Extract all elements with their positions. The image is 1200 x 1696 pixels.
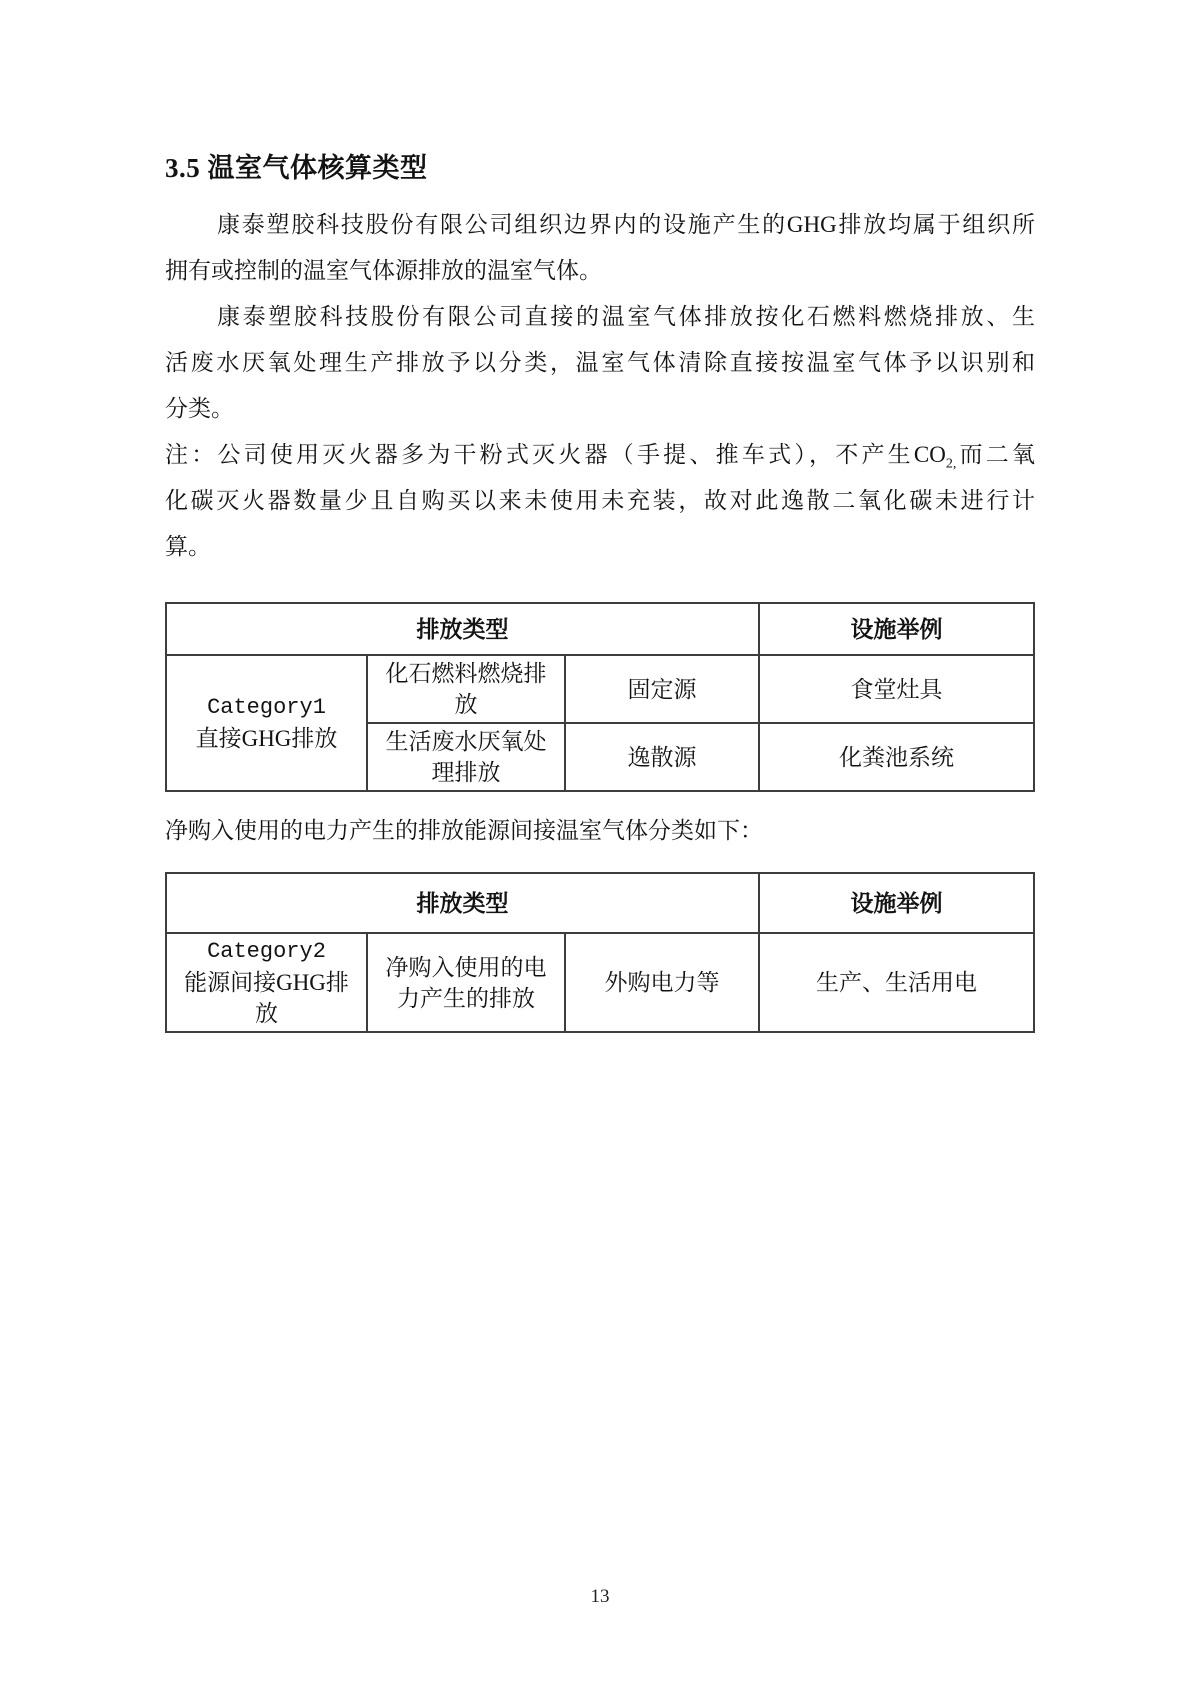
category-cell <box>166 933 367 1032</box>
source-kind-cell: 逸散源 <box>565 723 759 791</box>
co2-subscript: 2, <box>945 456 957 472</box>
facility-example-header-cell: 设施举例 <box>759 873 1034 933</box>
emission-type-header-cell: 排放类型 <box>166 603 759 655</box>
table-header-row <box>166 873 1034 933</box>
between-tables-text: 净购入使用的电力产生的排放能源间接温室气体分类如下： <box>165 818 763 843</box>
facility-example-header-cell: 设施举例 <box>759 603 1034 655</box>
emission-type-header-cell: 排放类型 <box>166 873 759 933</box>
emission-subtype-cell: 生活废水厌氧处理排放 <box>367 723 565 791</box>
category-sublabel: 直接GHG排放 <box>195 726 338 751</box>
section-heading: 3.5 温室气体核算类型 <box>165 153 428 183</box>
facility-example-cell: 生产、生活用电 <box>759 933 1034 1032</box>
ghg-direct-emissions-table <box>165 602 1035 792</box>
page-number: 13 <box>590 1586 610 1607</box>
text-line: 拥有或控制的温室气体源排放的温室气体。 <box>165 258 602 283</box>
paragraph-2 <box>165 294 1035 432</box>
category-label: Category1 <box>207 695 326 720</box>
facility-example-cell: 化粪池系统 <box>759 723 1034 791</box>
source-kind-cell: 固定源 <box>565 655 759 723</box>
page-content <box>165 148 1035 1033</box>
source-kind-cell: 外购电力等 <box>565 933 759 1032</box>
table-header-row <box>166 603 1034 655</box>
note-text-after-co2: 而二氧 <box>956 442 1035 467</box>
text-line: 康泰塑胶科技股份有限公司组织边界内的设施产生的GHG排放均属于组织所 <box>217 212 1035 237</box>
paragraph-1 <box>165 202 1035 294</box>
table-row <box>166 933 1034 1032</box>
category-cell <box>166 655 367 791</box>
text-line: 化碳灭火器数量少且自购买以来未使用未充装，故对此逸散二氧化碳未进行计 <box>165 488 1035 513</box>
note-paragraph <box>165 432 1035 570</box>
ghg-indirect-emissions-table <box>165 872 1035 1033</box>
text-line: 康泰塑胶科技股份有限公司直接的温室气体排放按化石燃料燃烧排放、生 <box>217 304 1035 329</box>
emission-subtype-cell: 化石燃料燃烧排放 <box>367 655 565 723</box>
text-line: 活废水厌氧处理生产排放予以分类，温室气体清除直接按温室气体予以识别和 <box>165 350 1035 375</box>
table-row <box>166 655 1034 723</box>
note-text-before-co2: 注：公司使用灭火器多为干粉式灭火器（手提、推车式），不产生CO <box>165 442 946 467</box>
text-line: 分类。 <box>165 396 234 421</box>
emission-subtype-cell: 净购入使用的电力产生的排放 <box>367 933 565 1032</box>
facility-example-cell: 食堂灶具 <box>759 655 1034 723</box>
category-sublabel: 能源间接GHG排放 <box>184 970 349 1026</box>
category-label: Category2 <box>207 939 326 964</box>
text-line: 算。 <box>165 534 211 559</box>
text-line <box>165 432 1035 478</box>
